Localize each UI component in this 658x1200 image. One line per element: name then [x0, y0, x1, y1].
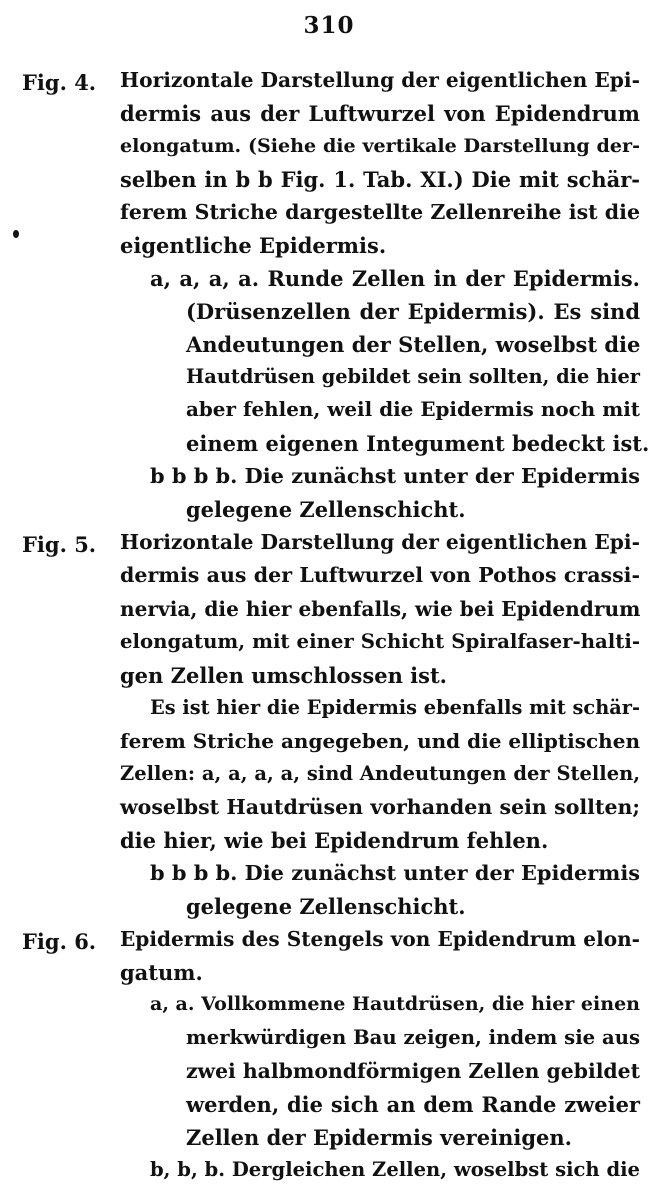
fig-5-line: dermis aus der Luftwurzel von Pothos crassi-: [120, 563, 640, 588]
fig-5-line: nervia, die hier ebenfalls, wie bei Epidendrum: [120, 596, 641, 621]
fig-4-item-a-line: (Drüsenzellen der Epidermis). Es sind: [186, 299, 640, 325]
fig-4-line: eigentliche Epidermis.: [120, 233, 387, 259]
fig-4-item-a-line: einem eigenen Integument bedeckt ist.: [186, 431, 650, 457]
fig-6-item-a-line: zwei halbmondförmigen Zellen gebildet: [186, 1058, 641, 1083]
fig-6-item-a-line: a, a. Vollkommene Hautdrüsen, die hier einen: [150, 992, 641, 1015]
fig-5-line: die hier, wie bei Epidendrum fehlen.: [120, 827, 549, 853]
fig-6-item-a-line: werden, die sich an dem Rande zweier: [186, 1091, 640, 1117]
fig-4-item-b-line: gelegene Zellenschicht.: [186, 497, 466, 523]
fig-5-line: elongatum, mit einer Schicht Spiralfaser-halti-: [120, 629, 640, 653]
fig-6-line: Epidermis des Stengels von Epidendrum elon-: [120, 926, 640, 951]
fig-4-item-a-line: aber fehlen, weil die Epidermis noch mit: [186, 397, 640, 422]
fig-6-line: gatum.: [120, 959, 203, 985]
fig-4-label: Fig. 4.: [22, 69, 97, 95]
fig-5-item-b-line: b b b b. Die zunächst unter der Epidermis: [150, 859, 640, 885]
fig-5-line: woselbst Hautdrüsen vorhanden sein sollten;: [120, 794, 640, 819]
fig-5-line: ferem Striche angegeben, und die elliptischen: [120, 728, 640, 753]
fig-6-item-a-line: merkwürdigen Bau zeigen, indem sie aus: [186, 1025, 640, 1049]
fig-5-item-b-line: gelegene Zellenschicht.: [186, 893, 466, 919]
fig-5-line: Horizontale Darstellung der eigentlichen Epi-: [120, 530, 640, 555]
fig-5-line: Zellen: a, a, a, a, sind Andeutungen der Stellen,: [120, 761, 640, 785]
fig-4-item-b-line: b b b b. Die zunächst unter der Epidermis: [150, 463, 640, 489]
fig-5-line: gen Zellen umschlossen ist.: [120, 662, 447, 688]
page-number: 310: [303, 12, 355, 39]
fig-4-item-a-line: a, a, a, a. Runde Zellen in der Epidermis.: [150, 266, 640, 292]
fig-4-line: dermis aus der Luftwurzel von Epidendrum: [120, 101, 640, 126]
fig-4-line: Horizontale Darstellung der eigentlichen Epi-: [120, 67, 640, 92]
fig-6-item-a-line: Zellen der Epidermis vereinigen.: [186, 1125, 572, 1150]
fig-6-item-b-line: b, b, b. Dergleichen Zellen, woselbst sich die: [150, 1158, 640, 1181]
ink-spot: [13, 230, 19, 238]
fig-6-label: Fig. 6.: [22, 928, 97, 954]
fig-4-item-a-line: Andeutungen der Stellen, woselbst die: [186, 332, 641, 358]
fig-5-line: Es ist hier die Epidermis ebenfalls mit schär-: [150, 695, 640, 719]
fig-4-line: elongatum. (Siehe die vertikale Darstellung der-: [120, 134, 640, 157]
fig-4-item-a-line: Hautdrüsen gebildet sein sollten, die hier: [186, 365, 640, 389]
fig-4-line: selben in b b Fig. 1. Tab. XI.) Die mit schär-: [120, 167, 640, 192]
fig-4-line: ferem Striche dargestellte Zellenreihe ist die: [120, 200, 640, 225]
fig-5-label: Fig. 5.: [22, 532, 97, 558]
